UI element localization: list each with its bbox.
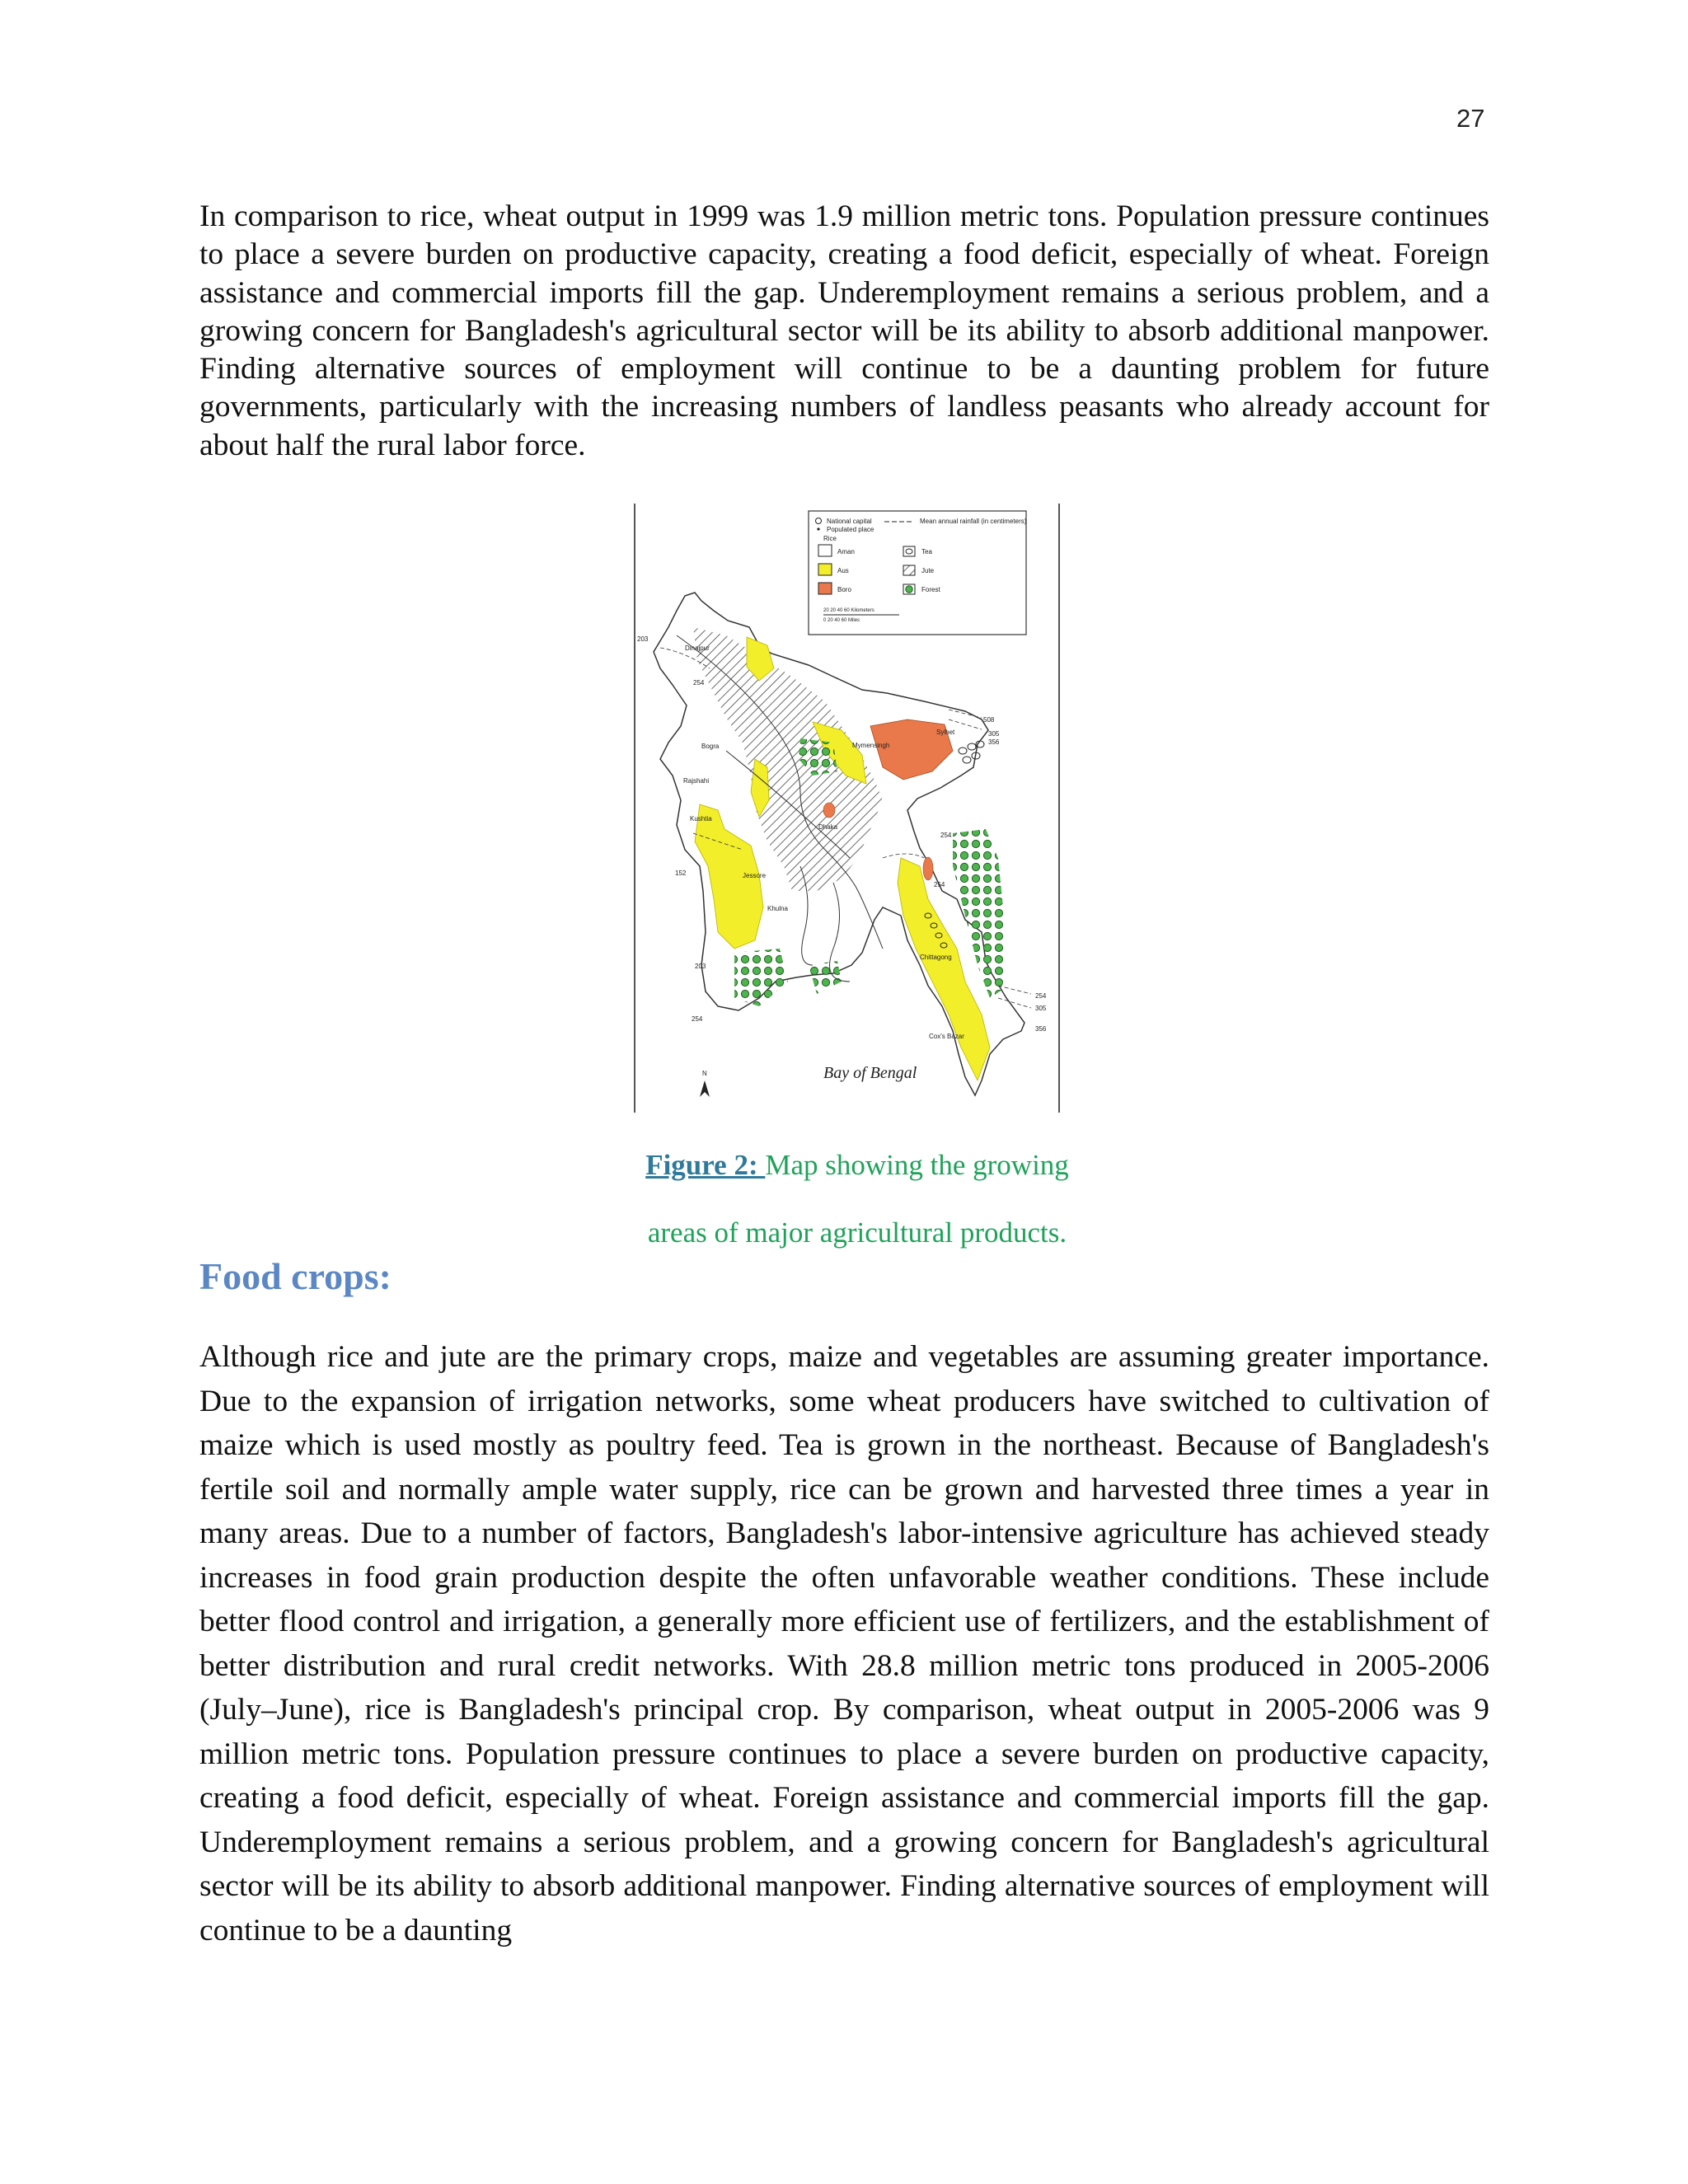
figure-map xyxy=(634,504,1060,1113)
svg-text:Aus: Aus xyxy=(837,567,849,574)
boro-area-small2 xyxy=(923,857,933,880)
svg-text:356: 356 xyxy=(1035,1025,1047,1033)
svg-text:254: 254 xyxy=(693,679,705,687)
populated-place-icon xyxy=(817,527,819,530)
jute-icon xyxy=(903,565,915,575)
map-legend xyxy=(809,511,1027,635)
paragraph-rice-wheat: In comparison to rice, wheat output in 1999 was 1.9 million metric tons. Population pressure continues to place a severe burden on productive capacity, creating a food deficit, especially of wheat. Foreign assistance and commercial imports fill the gap. Underemployment remains a serious problem, and a growing concern for Bangladesh's agricultural sector will be its ability to absorb additional manpower. Finding alternative sources of employment will continue to be a daunting problem for future governments, particularly with the increasing numbers of landless peasants who already account for about half the rural labor force. xyxy=(199,199,1489,462)
svg-text:Aman: Aman xyxy=(837,548,855,555)
svg-text:Jute: Jute xyxy=(921,567,935,574)
svg-text:Khulna: Khulna xyxy=(767,905,788,912)
svg-text:Chittagong: Chittagong xyxy=(920,954,952,961)
figure-caption-line1 xyxy=(577,1149,1137,1182)
figure-caption-text: Map showing the growing xyxy=(765,1149,1069,1181)
svg-text:254: 254 xyxy=(692,1015,703,1023)
svg-text:305: 305 xyxy=(988,730,1000,738)
svg-text:Cox's Bazar: Cox's Bazar xyxy=(929,1033,964,1040)
paragraph-food-crops: Although rice and jute are the primary crops, maize and vegetables are assuming greater importance. Due to the expansion of irrigation networks, some wheat producers have switched to cultivation of maize which is used mostly as poultry feed. Tea is grown in the northeast. Because of Bangladesh's fertile soil and normally ample water supply, rice can be grown and harvested three times a year in many areas. Due to a number of factors, Bangladesh's labor-intensive agriculture has achieved steady increases in food grain production despite the often unfavorable weather conditions. These include better flood control and irrigation, a generally more efficient use of fertilizers, and the establishment of better distribution and rural credit networks. With 28.8 million metric tons produced in 2005-2006 (July–June), rice is Bangladesh's principal crop. By comparison, wheat output in 2005-2006 was 9 million metric tons. Population pressure continues to place a severe burden on productive capacity, creating a food deficit, especially of wheat. Foreign assistance and commercial imports fill the gap. Underemployment remains a serious problem, and a growing concern for Bangladesh's agricultural sector will be its ability to absorb additional manpower. Finding alternative sources of employment will continue to be a daunting xyxy=(199,1340,1489,1947)
bay-of-bengal-label: Bay of Bengal xyxy=(823,1064,917,1082)
svg-text:Kushtia: Kushtia xyxy=(690,815,712,823)
svg-text:254: 254 xyxy=(934,881,945,888)
svg-text:20 20 40 60 Kilometers: 20 20 40 60 Kilometers xyxy=(823,608,874,613)
svg-text:152: 152 xyxy=(675,869,687,877)
svg-text:National capital: National capital xyxy=(827,518,872,525)
svg-text:508: 508 xyxy=(983,716,995,724)
svg-text:Mymensingh: Mymensingh xyxy=(852,742,890,749)
tea-icon xyxy=(903,546,915,556)
svg-text:254: 254 xyxy=(940,832,952,839)
svg-text:Bogra: Bogra xyxy=(701,743,720,750)
forest-area-sundarbans xyxy=(734,949,788,1006)
svg-text:Dinajpur: Dinajpur xyxy=(685,644,710,652)
figure-caption-label: Figure 2: xyxy=(645,1149,766,1181)
north-arrow-icon xyxy=(700,1080,710,1097)
svg-text:Boro: Boro xyxy=(837,586,851,593)
svg-text:254: 254 xyxy=(1035,992,1047,1000)
forest-area-sundarbans-east xyxy=(809,961,842,994)
svg-text:Jessore: Jessore xyxy=(743,872,767,879)
svg-text:203: 203 xyxy=(637,635,649,643)
svg-text:203: 203 xyxy=(695,963,706,970)
svg-text:Populated place: Populated place xyxy=(827,526,874,533)
svg-text:356: 356 xyxy=(988,738,1000,746)
figure-caption-line2: areas of major agricultural products. xyxy=(647,1216,1067,1249)
svg-text:0 20 40 60 Miles: 0 20 40 60 Miles xyxy=(823,618,860,623)
svg-text:Forest: Forest xyxy=(921,586,940,593)
section-heading: Food crops: xyxy=(199,1255,392,1297)
svg-text:Tea: Tea xyxy=(921,548,932,555)
legend-swatch-aman xyxy=(818,545,832,556)
svg-text:Rice: Rice xyxy=(823,535,837,542)
bangladesh-crop-map xyxy=(635,504,1058,1113)
svg-text:Mean annual rainfall (in centi: Mean annual rainfall (in centimeters) xyxy=(920,518,1027,525)
legend-swatch-boro xyxy=(818,583,832,594)
svg-text:Sylhet: Sylhet xyxy=(936,729,955,736)
svg-text:Rajshahi: Rajshahi xyxy=(683,777,710,785)
svg-text:Dhaka: Dhaka xyxy=(818,823,838,831)
north-label: N xyxy=(702,1070,707,1077)
boro-area-small1 xyxy=(823,803,835,818)
svg-text:305: 305 xyxy=(1035,1005,1047,1012)
legend-swatch-aus xyxy=(818,564,832,575)
page-number: 27 xyxy=(1456,104,1485,133)
legend-swatch-forest xyxy=(906,586,912,593)
